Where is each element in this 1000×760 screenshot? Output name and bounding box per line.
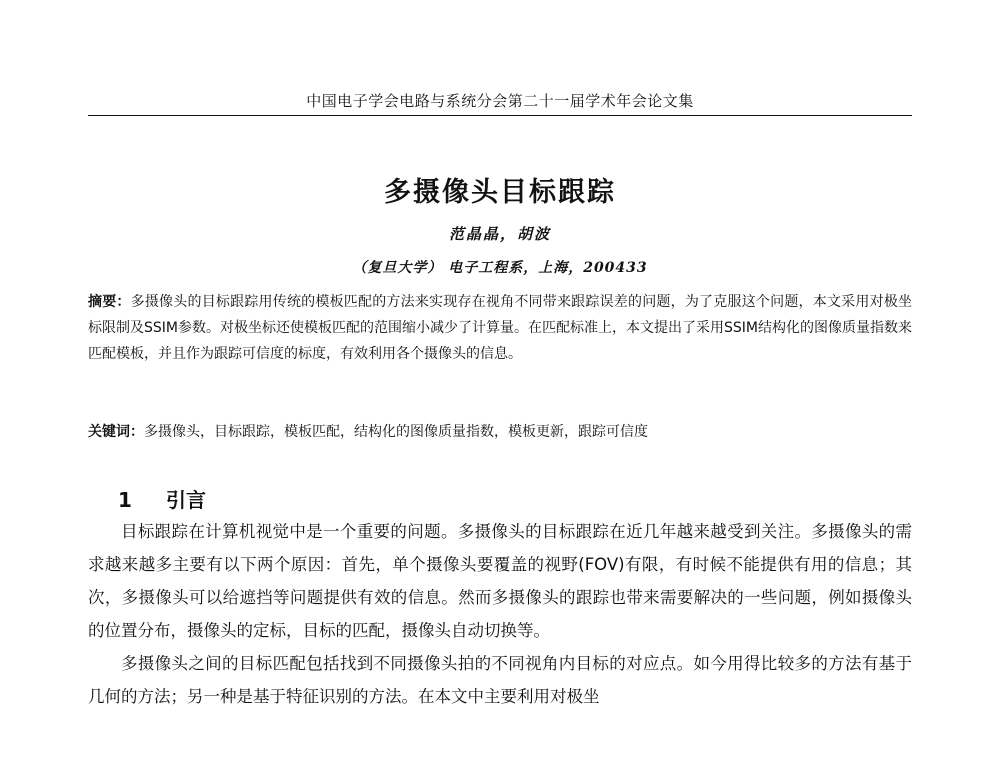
keywords-label: 关键词：: [88, 424, 144, 440]
section-number: 1: [118, 488, 132, 512]
running-header: 中国电子学会电路与系统分会第二十一届学术年会论文集: [306, 92, 694, 110]
paragraph: 多摄像头之间的目标匹配包括找到不同摄像头拍的不同视角内目标的对应点。如今用得比较多的方法有基于几何的方法；另一种是基于特征识别的方法。在本文中主要利用对极坐: [88, 654, 912, 706]
paragraph: 目标跟踪在计算机视觉中是一个重要的问题。多摄像头的目标跟踪在近几年越来越受到关注。多摄像头的需求越来越多主要有以下两个原因：首先，单个摄像头要覆盖的视野(FOV)有限，有时候不能提供有用的信息；其次，多摄像头可以给遮挡等问题提供有效的信息。然而多摄像头的跟踪也带来需要解决的一些问题，例如摄像头的位置分布，摄像头的定标，目标的匹配，摄像头自动切换等。: [88, 522, 912, 640]
body-text: [88, 515, 912, 713]
keywords: [88, 422, 912, 442]
section-title: 引言: [166, 488, 206, 512]
keywords-text: 多摄像头，目标跟踪，模板匹配，结构化的图像质量指数，模板更新，跟踪可信度: [144, 424, 648, 440]
abstract: [88, 289, 912, 367]
abstract-text: 多摄像头的目标跟踪用传统的模板匹配的方法来实现存在视角不同带来跟踪误差的问题，为了克服这个问题，本文采用对极坐标限制及SSIM参数。对极坐标还使模板匹配的范围缩小减少了计算量。在匹配标准上，本文提出了采用SSIM结构化的图像质量指数来匹配模板，并且作为跟踪可信度的标度，有效利用各个摄像头的信息。: [88, 294, 913, 362]
affiliation: （复旦大学） 电子工程系，上海，200433: [352, 260, 648, 276]
paper-title: 多摄像头目标跟踪: [384, 177, 616, 208]
header-rule: [88, 115, 912, 116]
abstract-label: 摘要：: [88, 294, 131, 310]
authors: 范晶晶，胡波: [448, 225, 551, 243]
section-heading: [118, 484, 206, 513]
